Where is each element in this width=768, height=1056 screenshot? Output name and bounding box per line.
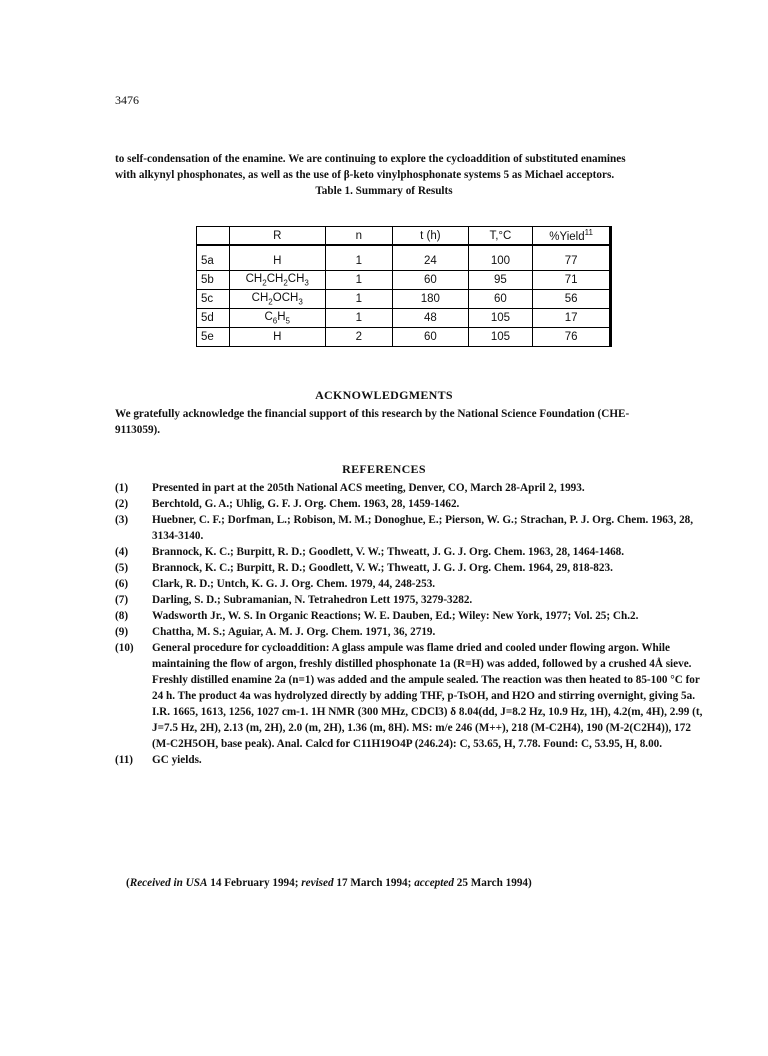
reference-item	[115, 512, 705, 544]
received-label: Received in USA	[129, 877, 208, 889]
reference-text: Berchtold, G. A.; Uhlig, G. F. J. Org. Chem. 1963, 28, 1459-1462.	[152, 498, 460, 510]
accepted-label: accepted	[414, 877, 454, 889]
row-id-cell: 5e	[197, 328, 230, 347]
row-n-cell: 1	[325, 245, 392, 271]
row-yield-cell: 71	[533, 271, 611, 290]
intro-line-1: to self-condensation of the enamine. We are continuing to explore the cycloaddition of substituted enamines	[115, 153, 626, 165]
revised-date: 17 March 1994	[336, 877, 408, 889]
reference-number: (8)	[115, 610, 129, 622]
revised-label: revised	[301, 877, 334, 889]
reference-text: Wadsworth Jr., W. S. In Organic Reactions; W. E. Dauben, Ed.; Wiley: New York, 1977; Vol. 25; Ch.2.	[152, 610, 639, 622]
intro-paragraph	[115, 151, 695, 183]
acknowledgments-text	[115, 406, 699, 438]
reference-text: Presented in part at the 205th National ACS meeting, Denver, CO, March 28-April 2, 1993.	[152, 482, 585, 494]
reference-text: GC yields.	[152, 754, 202, 766]
row-time-cell: 60	[393, 271, 469, 290]
row-r-cell: H	[229, 245, 325, 271]
row-r-cell: $CH_2OCH_3$	[229, 290, 325, 309]
row-n-cell: 1	[325, 309, 392, 328]
reference-text: Clark, R. D.; Untch, K. G. J. Org. Chem. 1979, 44, 248-253.	[152, 578, 436, 590]
header-r: R	[229, 227, 325, 246]
intro-line-2: with alkynyl phosphonates, as well as the use of β-keto vinylphosphonate systems 5 as Michael acceptors.	[115, 169, 615, 181]
reference-text: Chattha, M. S.; Aguiar, A. M. J. Org. Chem. 1971, 36, 2719.	[152, 626, 436, 638]
table-body	[197, 245, 611, 347]
reference-item	[115, 608, 705, 624]
accepted-date: 25 March 1994	[456, 877, 529, 889]
table-header-row	[197, 227, 611, 246]
reference-text: Brannock, K. C.; Burpitt, R. D.; Goodlett, V. W.; Thweatt, J. G. J. Org. Chem. 1964, 29, 818-823.	[152, 562, 613, 574]
reference-number: (7)	[115, 594, 129, 606]
reference-number: (10)	[115, 642, 134, 654]
row-r-cell: $CH_2CH_2CH_3$	[229, 271, 325, 290]
received-dates: (Received in USA 14 February 1994; revised 17 March 1994; accepted 25 March 1994)	[126, 877, 532, 889]
reference-text: General procedure for cycloaddition: A glass ampule was flame dried and cooled under flowing argon. While maintaining the flow of argon, freshly distilled phosphonate 1a (R=H) was added, followed by a crushed 4Å sieve. Freshly distilled enamine 2a (n=1) was added and the ampule sealed. The reaction was then heated to 85-100 °C for 24 h. The product 4a was hydrolyzed directly by adding THF, p-TsOH, and H2O and stirring overnight, giving 5a. I.R. 1665, 1613, 1256, 1027 cm-1. 1H NMR (300 MHz, CDCl3) δ 8.04(dd, J=8.2 Hz, 10.9 Hz, 1H), 4.2(m, 4H), 2.99 (t, J=7.5 Hz, 2H), 2.13 (m, 2H), 2.0 (m, 2H), 1.36 (m, 8H). MS: m/e 246 (M++), 218 (M-C2H4), 190 (M-2(C2H4)), 172 (M-C2H5OH, base peak). Anal. Calcd for C11H19O4P (246.24): C, 53.65, H, 7.78. Found: C, 53.95, H, 8.00.	[152, 642, 703, 750]
header-yield: %Yield$^{11}$	[533, 227, 611, 246]
row-time-cell: 24	[393, 245, 469, 271]
row-yield-cell: 77	[533, 245, 611, 271]
header-id	[197, 227, 230, 246]
row-time-cell: 180	[393, 290, 469, 309]
table-row	[197, 245, 611, 271]
reference-number: (6)	[115, 578, 129, 590]
reference-text: Darling, S. D.; Subramanian, N. Tetrahedron Lett 1975, 3279-3282.	[152, 594, 473, 606]
row-yield-cell: 56	[533, 290, 611, 309]
reference-item	[115, 480, 705, 496]
row-temp-cell: 95	[468, 271, 533, 290]
acknowledgments-heading: ACKNOWLEDGMENTS	[315, 388, 453, 402]
references-heading: REFERENCES	[342, 462, 426, 476]
table-caption: Table 1. Summary of Results	[315, 185, 453, 197]
reference-item	[115, 576, 705, 592]
header-time: t (h)	[393, 227, 469, 246]
reference-text: Brannock, K. C.; Burpitt, R. D.; Goodlett, V. W.; Thweatt, J. G. J. Org. Chem. 1963, 28, 1464-1468.	[152, 546, 625, 558]
table-row	[197, 328, 611, 347]
reference-text: Huebner, C. F.; Dorfman, L.; Robison, M. M.; Donoghue, E.; Pierson, W. G.; Strachan, P. J. Org. Chem. 1963, 28, 3134-3140.	[152, 514, 694, 542]
row-r-cell: $C_6H_5$	[229, 309, 325, 328]
reference-number: (11)	[115, 754, 134, 766]
ack-line-2: 9113059).	[115, 424, 161, 436]
row-temp-cell: 60	[468, 290, 533, 309]
reference-item	[115, 544, 705, 560]
row-id-cell: 5b	[197, 271, 230, 290]
row-yield-cell: 76	[533, 328, 611, 347]
reference-item	[115, 752, 705, 768]
row-time-cell: 60	[393, 328, 469, 347]
reference-number: (4)	[115, 546, 129, 558]
reference-number: (1)	[115, 482, 129, 494]
reference-number: (3)	[115, 514, 129, 526]
table-row	[197, 271, 611, 290]
reference-item	[115, 496, 705, 512]
row-id-cell: 5c	[197, 290, 230, 309]
row-id-cell: 5d	[197, 309, 230, 328]
row-time-cell: 48	[393, 309, 469, 328]
yield-footnote: 11	[584, 228, 593, 238]
ack-line-1: We gratefully acknowledge the financial support of this research by the National Science Foundation (CHE-	[115, 408, 630, 420]
row-n-cell: 2	[325, 328, 392, 347]
row-n-cell: 1	[325, 290, 392, 309]
reference-item	[115, 592, 705, 608]
row-temp-cell: 105	[468, 309, 533, 328]
received-date: 14 February 1994	[210, 877, 295, 889]
reference-item	[115, 560, 705, 576]
results-table	[196, 226, 612, 347]
table-row	[197, 290, 611, 309]
reference-number: (5)	[115, 562, 129, 574]
reference-number: (9)	[115, 626, 129, 638]
row-temp-cell: 100	[468, 245, 533, 271]
row-temp-cell: 105	[468, 328, 533, 347]
row-r-cell: H	[229, 328, 325, 347]
row-yield-cell: 17	[533, 309, 611, 328]
references-list	[115, 480, 705, 768]
reference-item	[115, 624, 705, 640]
reference-item	[115, 640, 705, 752]
row-id-cell: 5a	[197, 245, 230, 271]
header-temp: T,°C	[468, 227, 533, 246]
page-number: 3476	[115, 93, 139, 107]
header-n: n	[325, 227, 392, 246]
reference-number: (2)	[115, 498, 129, 510]
table-row	[197, 309, 611, 328]
row-n-cell: 1	[325, 271, 392, 290]
